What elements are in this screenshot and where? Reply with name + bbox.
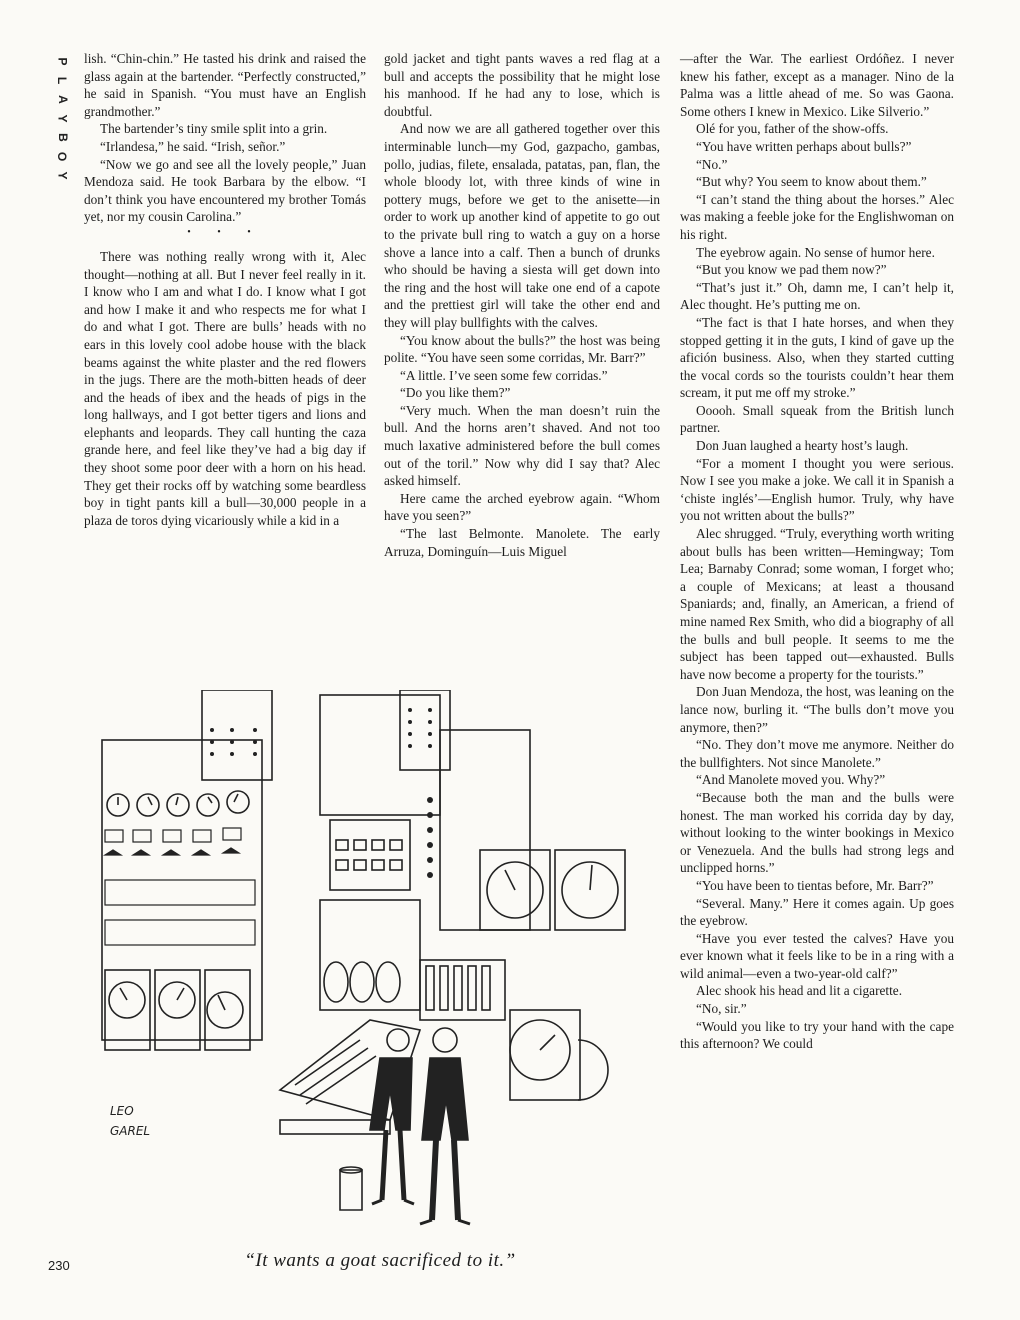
masthead-letter: O	[55, 151, 70, 162]
paragraph: Don Juan laughed a hearty host’s laugh.	[696, 438, 909, 454]
control-panel-icon	[320, 820, 505, 1020]
gauge-icon	[105, 970, 250, 1050]
paragraph: “You know about the bulls?” the host was being polite. “You have seen some corridas, Mr. Barr?”	[384, 332, 660, 366]
masthead-letter: A	[55, 95, 70, 104]
paragraph: Olé for you, father of the show-offs.	[696, 121, 889, 137]
text-column-3	[680, 50, 954, 1053]
paragraph: “But why? You seem to know about them.”	[696, 174, 927, 190]
page-number: 230	[48, 1258, 70, 1273]
cartoon-illustration	[100, 690, 660, 1235]
cartoon-caption: “It wants a goat sacrificed to it.”	[244, 1250, 516, 1271]
paragraph: “Have you ever tested the calves? Have you ever known what it feels like to be in a ring with a wild animal—even a two-year-old calf?”	[680, 930, 954, 981]
paragraph: “Do you like them?”	[400, 385, 511, 401]
paragraph: “Several. Many.” Here it comes again. Up goes the eyebrow.	[680, 895, 954, 929]
paragraph: “I can’t stand the thing about the horses.” Alec was making a feeble joke for the Englishwoman on his right.	[680, 191, 954, 242]
gauge-icon	[480, 850, 625, 1100]
paragraph: “Would you like to try your hand with the cape this afternoon? We could	[680, 1018, 954, 1052]
paragraph: There was nothing really wrong with it, Alec thought—nothing at all. But I never feel really in it. I know who I am and what I do. I know what I got and how I make it and who respects me for what I do and what I got. There are bulls’ heads with no ears in this lovely cool adobe house with the black beams against the white plaster and the red flowers in the jugs. There are the moth-bitten heads of deer and the heads of ibex and the heads of pigs in the long hallways, and I got better tigers and lions and elephants and leopards. They call hunting the caza grande here, and feel like they’ve had a big day if they shoot some poor deer with a horn on his head. They get their rocks off by watching some beardless boy in tight pants kill a bull—30,000 people in a plaza de toros dying vicariously while a kid in a	[84, 248, 366, 528]
paragraph: “You have written perhaps about bulls?”	[696, 138, 912, 154]
paragraph: “A little. I’ve seen some few corridas.”	[400, 367, 608, 383]
paragraph: “Irlandesa,” he said. “Irish, señor.”	[100, 138, 286, 154]
paragraph: “No. They don’t move me anymore. Neither do the bullfighters. Not since Manolete.”	[680, 737, 954, 770]
waste-bin-icon	[340, 1170, 362, 1210]
paragraph: “The fact is that I hate horses, and when they stopped getting it in the guts, I kind of gave up the afición business. Also, when they started cutting the vocal cords so the tourists couldn’t hear them scream, it put me off my stroke.”	[680, 314, 954, 401]
paragraph: “No.”	[696, 156, 728, 172]
paragraph: “You have been to tientas before, Mr. Barr?”	[696, 877, 934, 893]
paragraph: “Now we go and see all the lovely people,” Juan Mendoza said. He took Barbara by the elbow. “I don’t think you have encountered my brother Tomás yet, nor my cousin Carolina.”	[84, 156, 366, 225]
man-figure-icon	[420, 1028, 470, 1224]
text-column-2	[384, 50, 660, 560]
paragraph: Here came the arched eyebrow again. “Whom have you seen?”	[384, 490, 660, 524]
paragraph: “For a moment I thought you were serious. Now I see you make a joke. We call it in Spanish a ‘chiste inglés’—English humor. Truly, why have you not written about the bulls?”	[680, 455, 954, 524]
paragraph: “Because both the man and the bulls were honest. The man worked his corrida day by day, without looking to the winter bookings in Mexico or Venezuela. And the bulls had strong legs and unclipped horns.”	[680, 789, 954, 876]
paragraph: Don Juan Mendoza, the host, was leaning on the lance now, burling it. “The bulls don’t move you anymore, then?”	[680, 684, 954, 735]
paragraph: “And Manolete moved you. Why?”	[696, 772, 886, 788]
paragraph: The bartender’s tiny smile split into a grin.	[100, 121, 328, 137]
masthead-letter: L	[55, 76, 70, 85]
masthead-letter: P	[55, 57, 70, 66]
paragraph: “The last Belmonte. Manolete. The early Arruza, Dominguín—Luis Miguel	[384, 526, 660, 559]
masthead-letter: B	[55, 133, 70, 142]
paragraph: And now we are all gathered together over this interminable lunch—my God, gazpacho, gambas, pollo, judias, filete, ensalada, patatas, pan, flan, the whole bloody lot, with three kinds of wine in pottery mugs, before we get to the anisette—in order to work up another kind of appetite to go out to the private bull ring to watch a guy on a horse shove a lance into a calf. Then a bunch of drunks who should be having a siesta will get down into the ring and the host will take one end of a capote and the prettiest girl will take the other end and they will play bullfights with the calves.	[384, 121, 660, 330]
paragraph: “No, sir.”	[696, 1001, 747, 1017]
button-grid-icon	[105, 828, 255, 945]
artist-signature: GAREL	[110, 1124, 151, 1138]
paragraph: “But you know we pad them now?”	[696, 262, 887, 278]
masthead	[56, 52, 68, 185]
paragraph: Alec shrugged. “Truly, everything worth writing about bulls has been written—Hemingway; Tom Lea; Barnaby Conrad; some woman, I forget who; a couple of Mexicans; at least a thousand Spaniards; and, finally, an American, a friend of mine named Rex Smith, who did a biography of all the bulls and bull people. It seems to me the subject has been tapped out—exhausted. Bulls have now become a property for the tourists.”	[680, 526, 954, 682]
masthead-letter: Y	[55, 171, 70, 180]
text-column-1	[84, 50, 366, 529]
paragraph: lish. “Chin-chin.” He tasted his drink and raised the glass again at the bartender. “Perfectly constructed,” he said in Spanish. “You must have an English grandmother.”	[84, 51, 366, 119]
paragraph: Ooooh. Small squeak from the British lunch partner.	[680, 402, 954, 436]
paragraph: “That’s just it.” Oh, damn me, I can’t help it, Alec thought. He’s putting me on.	[680, 279, 954, 313]
paragraph: gold jacket and tight pants waves a red flag at a bull and accepts the possibility that he might lose his manhood. If he had any to lose, which is doubtful.	[384, 51, 660, 119]
artist-signature: LEO	[110, 1104, 134, 1118]
paragraph: Alec shook his head and lit a cigarette.	[696, 983, 903, 999]
paragraph: —after the War. The earliest Ordóñez. I never knew his father, except as a manager. Nino de la Palma was a little ahead of me. So was Gaona. Some others I knew in Mexico. Like Silverio.”	[680, 51, 954, 119]
masthead-letter: Y	[55, 114, 70, 123]
paragraph: “Very much. When the man doesn’t ruin the bull. And the horns aren’t shaved. And not too much laxative administered before the bull comes out of the toril.” Now why did I say that? Alec asked himself.	[384, 402, 660, 489]
section-break: • • •	[187, 226, 263, 238]
paragraph: The eyebrow again. No sense of humor here.	[696, 244, 935, 260]
dial-row-icon	[107, 791, 249, 816]
